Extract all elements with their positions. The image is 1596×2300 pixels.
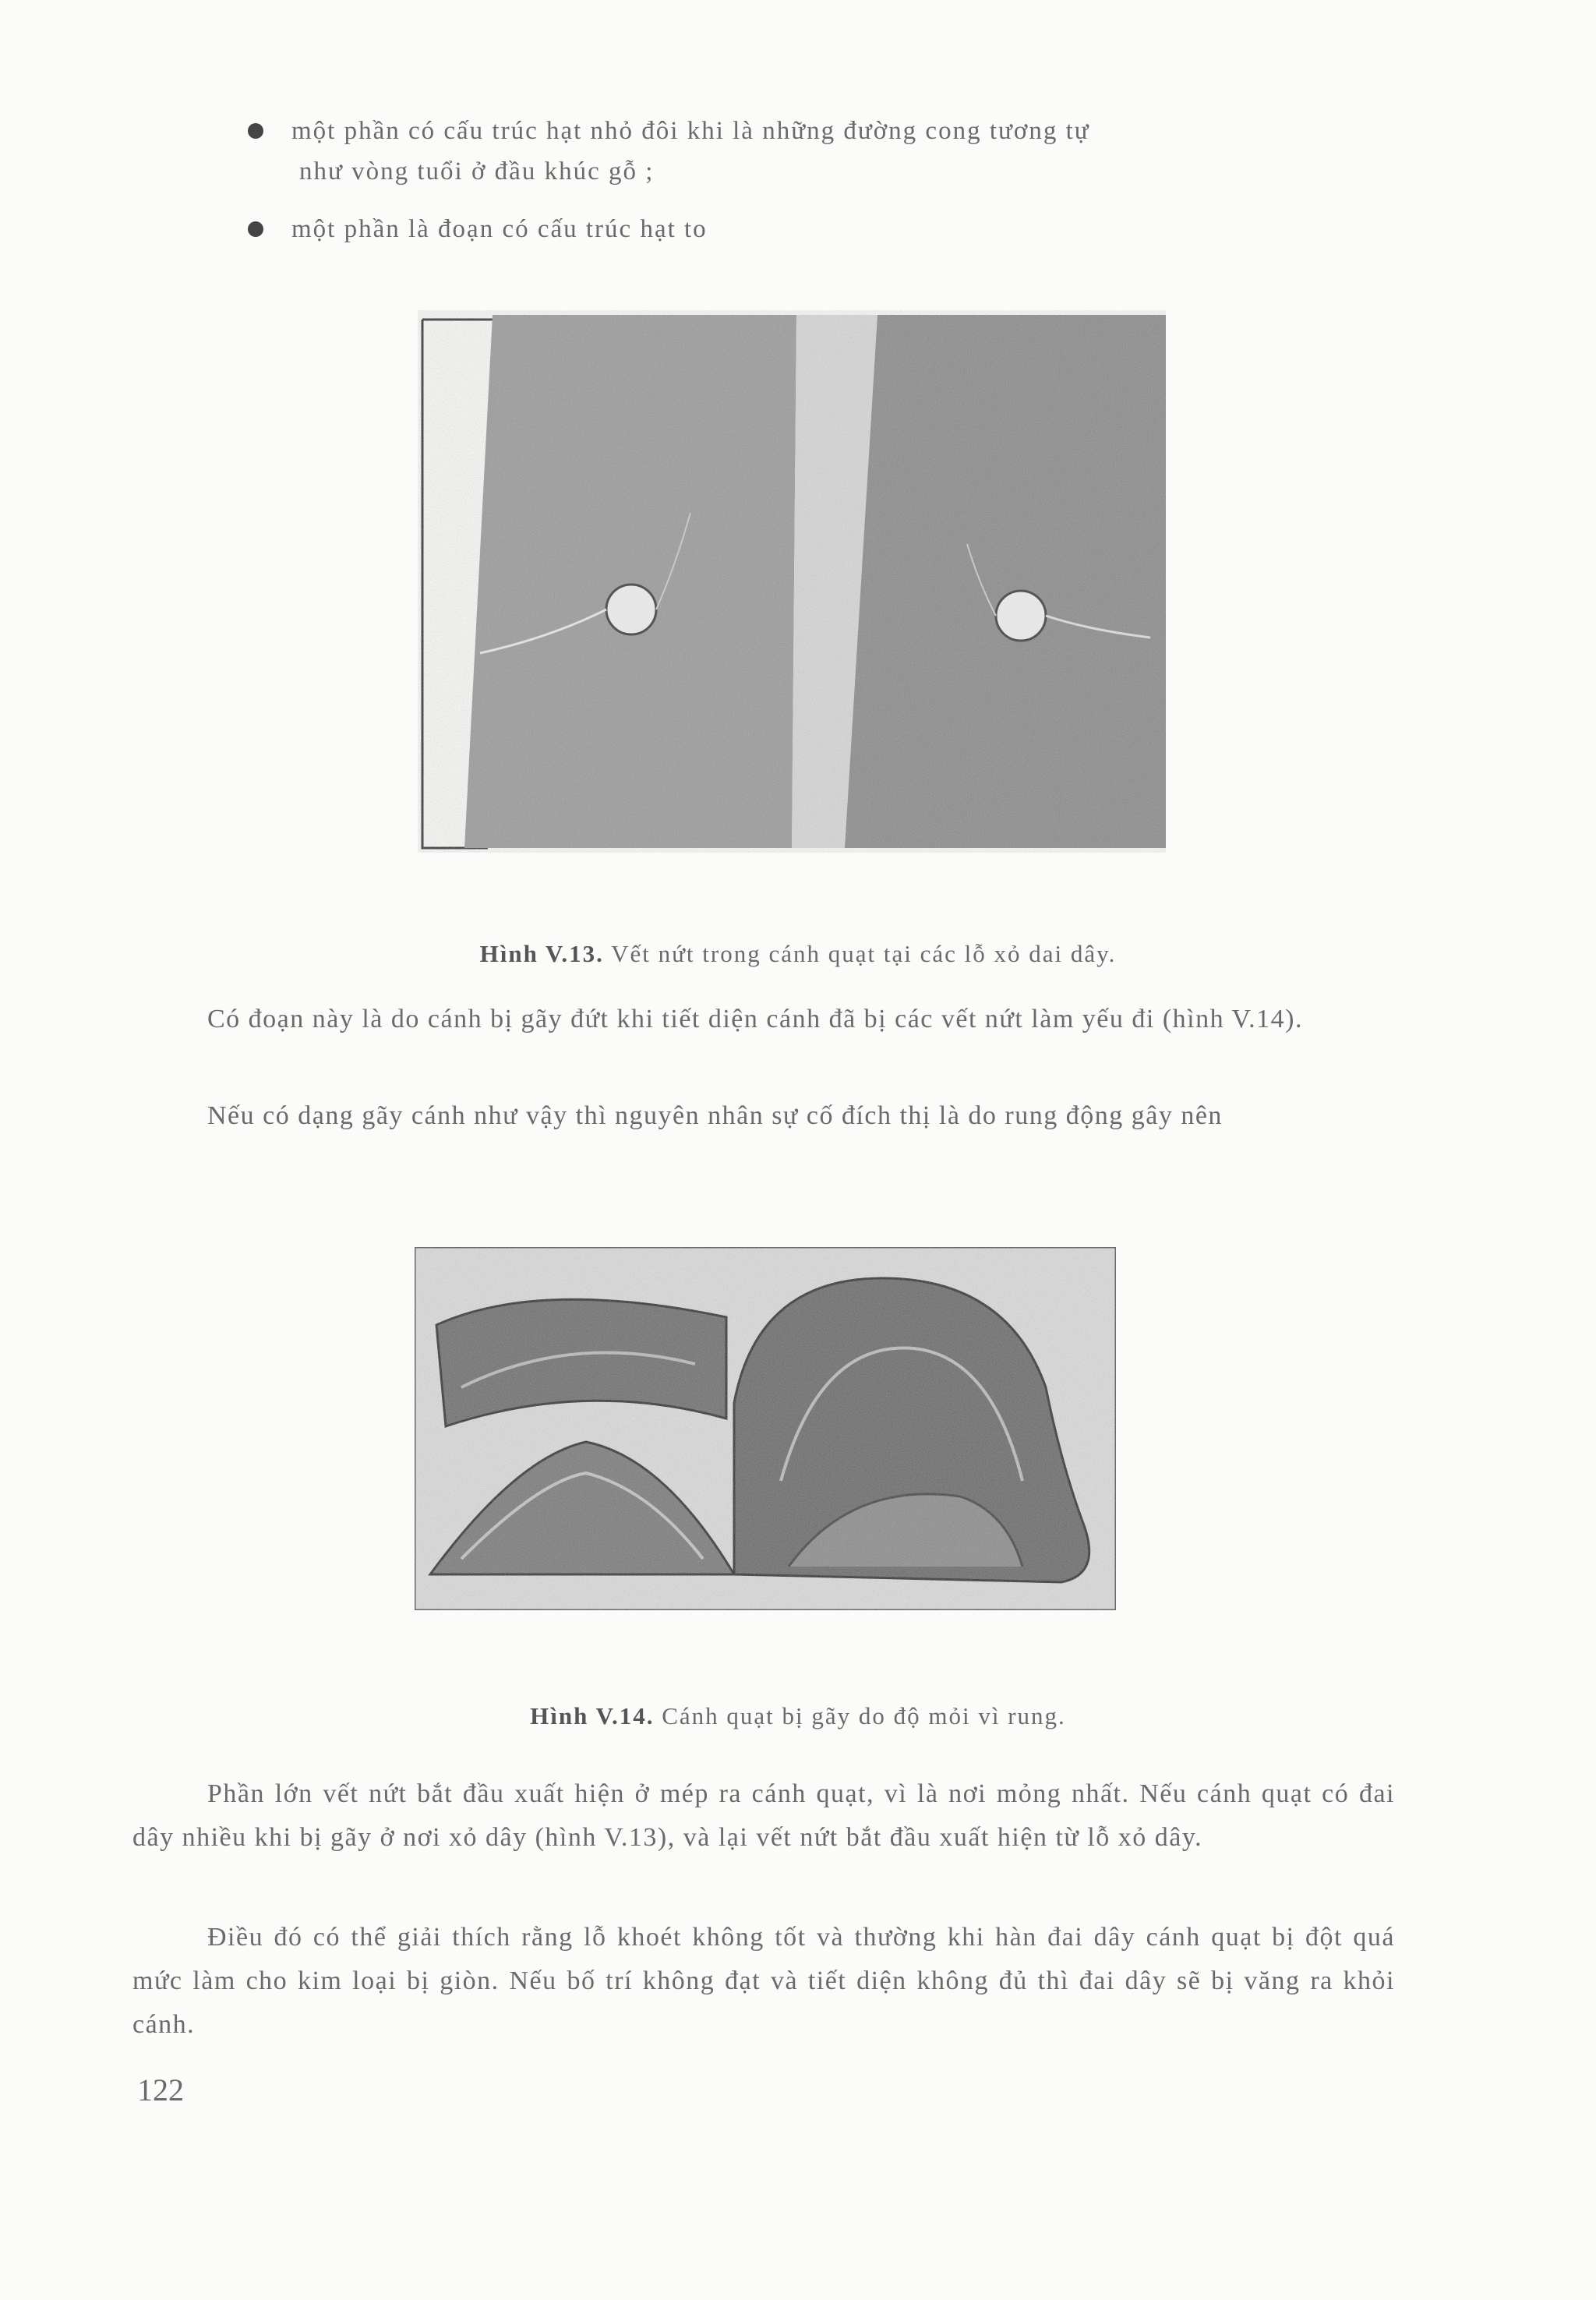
paragraph: Nếu có dạng gãy cánh như vậy thì nguyên nhân sự cố đích thị là do rung động gây nên [207, 1101, 1223, 1130]
figure-label: Hình V.13. [479, 940, 604, 967]
bullet-text: một phần là đoạn có cấu trúc hạt to [291, 215, 708, 243]
figure-caption-text: Cánh quạt bị gãy do độ mỏi vì rung. [662, 1702, 1066, 1729]
fractured-blades-photo [415, 1247, 1116, 1610]
bullet-item [248, 111, 1354, 192]
bullet-item [248, 209, 1354, 249]
paragraph: Có đoạn này là do cánh bị gãy đứt khi tiết diện cánh đã bị các vết nứt làm yếu đi (hình V.14). [207, 1005, 1303, 1033]
figure-v14-image [415, 1247, 1116, 1610]
figure-label: Hình V.14. [530, 1702, 655, 1729]
paragraph: Phần lớn vết nứt bắt đầu xuất hiện ở mép ra cánh quạt, vì là nơi mỏng nhất. Nếu cánh quạt có đai dây nhiều khi bị gãy ở nơi xỏ dây (hình V.13), và lại vết nứt bắt đầu xuất hiện từ lỗ xỏ dây. [132, 1779, 1395, 1852]
paragraph: Điều đó có thể giải thích rằng lỗ khoét không tốt và thường khi hàn đai dây cánh quạt bị đột quá mức làm cho kim loại bị giòn. Nếu bố trí không đạt và tiết diện không đủ thì đai dây sẽ bị văng ra khỏi cánh. [132, 1923, 1395, 2039]
cracked-blades-photo [418, 310, 1166, 853]
bullet-text: như vòng tuổi ở đầu khúc gỗ ; [299, 157, 655, 185]
figure-v13-image [418, 310, 1166, 853]
bullet-text: một phần có cấu trúc hạt nhỏ đôi khi là những đường cong tương tự [291, 117, 1090, 145]
page-number: 122 [137, 2072, 184, 2107]
figure-v14-caption [0, 1702, 1596, 1730]
figure-caption-text: Vết nứt trong cánh quạt tại các lỗ xỏ dai dây. [611, 940, 1117, 967]
bullet-icon [248, 123, 263, 139]
bullet-icon [248, 221, 263, 237]
figure-v13-caption [0, 940, 1596, 968]
